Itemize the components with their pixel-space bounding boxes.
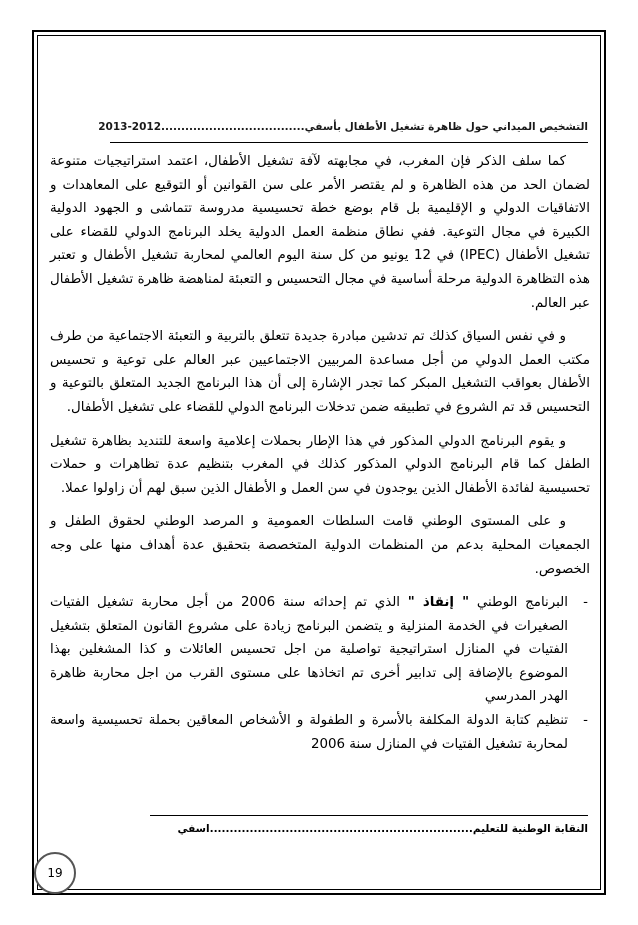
paragraph: و على المستوى الوطني قامت السلطات العمومية و المرصد الوطني لحقوق الطفل و الجمعيات المحلية بدعم من المنظمات الدولية المتخصصة بتحقيق عدة أهداف منها على وجه الخصوص. xyxy=(50,514,590,577)
bullet-prefix: البرنامج الوطني xyxy=(469,595,568,611)
header-year: 2012-2013 xyxy=(98,121,162,133)
paragraph: و في نفس السياق كذلك تم تدشين مبادرة جديدة تتعلق بالتربية و التعبئة الاجتماعية من طرف مكتب العمل الدولي من أجل مساعدة المربيين الاجتماعيين عبر العالم على توعية و تحسيس الأطفال بعواقب التشغيل المبكر كما تجدر الإشارة إلى أن هذا البرنامج الجديد المتعلق بالتوعية و التحسيس قد تم الشروع في تطبيقه ضمن تدخلات البرنامج الدولي للقضاء على تشغيل الأطفال. xyxy=(50,329,590,415)
document-body xyxy=(50,150,590,756)
running-footer xyxy=(150,823,588,835)
page-number-badge xyxy=(34,852,76,894)
footer-city: اسفي xyxy=(177,823,210,835)
footer-rule xyxy=(150,815,588,816)
footer-dots: .................................................................. xyxy=(209,823,473,835)
running-header xyxy=(98,121,588,133)
header-rule xyxy=(110,142,588,143)
list-item xyxy=(50,709,590,756)
header-title: التشخيص الميداني حول ظاهرة تشغيل الأطفال بأسفي xyxy=(304,121,588,133)
list-item xyxy=(50,591,590,709)
paragraph: كما سلف الذكر فإن المغرب، في مجابهته لآفة تشغيل الأطفال، اعتمد استراتيجيات متنوعة لضمان الحد من هذه الظاهرة و لم يقتصر الأمر على سن القوانين أو التوقيع على المعاهدات و الاتفاقيات الدولي و الإقليمية بل قام بوضع خطة تحسيسية مدروسة تتماشى و الجهود الدولية الكبيرة في مجال التوعية. ففي نطاق منظمة العمل الدولية يخلد البرنامج الدولي للقضاء على تشغيل الأطفال (IPEC) في 12 يونيو من كل سنة اليوم العالمي لمحاربة تشغيل الأطفال و تعتبر هذه التظاهرة الدولية مرحلة أساسية في مجال التحسيس و التعبئة لمناهضة ظاهرة تشغيل الأطفال عبر العالم. xyxy=(50,154,590,311)
bullet-text: تنظيم كتابة الدولة المكلفة بالأسرة و الطفولة و الأشخاص المعاقين بحملة تحسيسية واسعة لمحاربة تشغيل الفتيات في المنازل سنة 2006 xyxy=(50,713,568,752)
bullet-list xyxy=(50,591,590,756)
bullet-dash: - xyxy=(583,595,588,611)
page-number: 19 xyxy=(47,866,63,880)
bullet-emphasis: " إنقاذ " xyxy=(407,595,470,611)
bullet-dash: - xyxy=(583,713,588,729)
paragraph: و يقوم البرنامج الدولي المذكور في هذا الإطار بحملات إعلامية واسعة للتنديد بظاهرة تشغيل الطفل كما قام البرنامج الدولي المذكور كذلك في المغرب بتنظيم عدة تظاهرات و حملات تحسيسية لفائدة الأطفال الذين يوجدون في سن العمل و الأطفال الذين سبق لهم أن زاولوا عملا. xyxy=(50,433,590,496)
footer-org: النقابة الوطنية للتعليم xyxy=(472,823,588,835)
header-dots: .................................... xyxy=(161,121,305,133)
bullet-text: الذي تم إحداثه سنة 2006 من أجل محاربة تشغيل الفتيات الصغيرات في الخدمة المنزلية و يتضمن البرنامج زيادة على مشروع القانون المتعلق بتشغيل الفتيات في المنازل استراتيجية تواصلية من اجل تحسيس العائلات و كذا المشغلين بهذا الموضوع بالإضافة إلى تدابير أخرى تم اتخاذها على مستوى القرب من اجل محاربة ظاهرة الهدر المدرسي xyxy=(50,595,568,705)
